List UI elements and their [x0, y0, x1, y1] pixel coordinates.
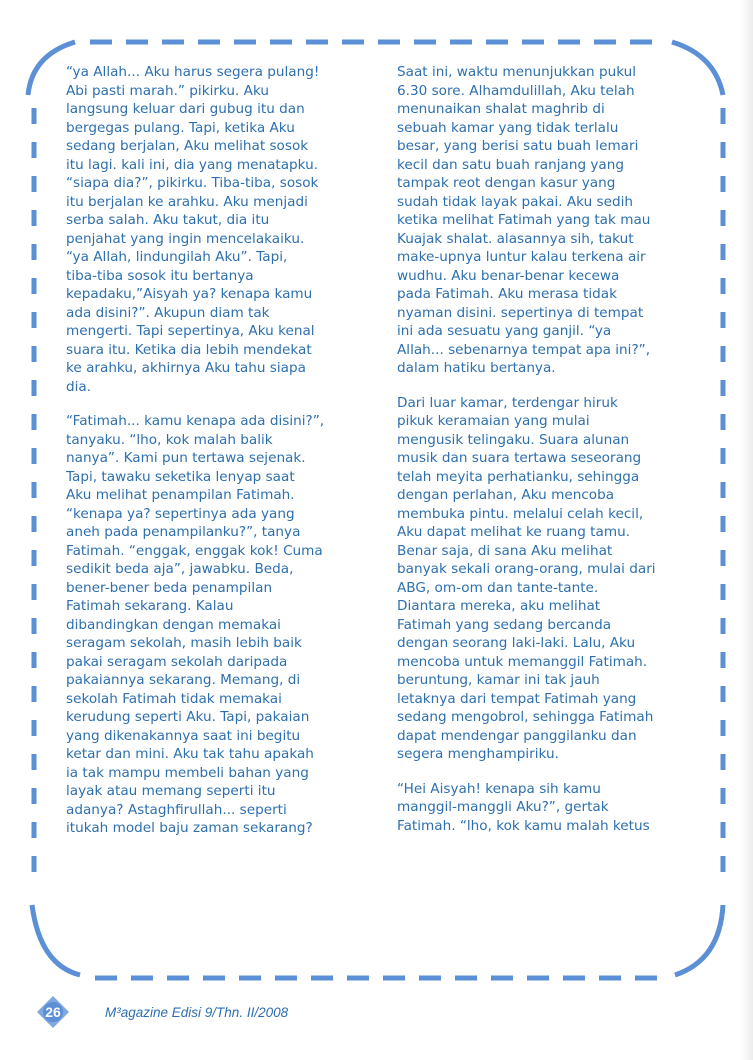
page-number: 26 [45, 1004, 61, 1020]
paragraph: “Fatimah... kamu kenapa ada disini?”, tanyaku. “lho, kok malah balik nanya”. Kami pun tertawa sejenak. Tapi, tawaku seketika lenyap saat Aku melihat penampilan Fatimah. “kenapa ya? sepertinya ada yang aneh pada penampilanku?”, tanya Fatimah. “enggak, enggak kok! Cuma sedikit beda aja”, jawabku. Beda, bener-bener beda penampilan Fatimah sekarang. Kalau dibandingkan dengan memakai seragam sekolah, masih lebih baik pakai seragam sekolah daripada pakaiannya sekarang. Memang, di sekolah Fatimah tidak memakai kerudung seperti Aku. Tapi, pakaian yang dikenakannya saat ini begitu ketar dan mini. Aku tak tahu apakah ia tak mampu membeli bahan yang layak atau memang seperti itu adanya? Astaghfirullah... seperti itukah model baju zaman sekarang? [66, 413, 325, 836]
page-binding-shadow [741, 0, 753, 1060]
article-left-column [66, 63, 366, 854]
magazine-credit: M³agazine Edisi 9/Thn. II/2008 [105, 1004, 289, 1020]
paragraph: Saat ini, waktu menunjukkan pukul 6.30 sore. Alhamdulillah, Aku telah menunaikan shalat maghrib di sebuah kamar yang tidak terlalu besar, yang berisi satu buah lemari kecil dan satu buah ranjang yang tampak reot dengan kasur yang sudah tidak layak pakai. Aku sedih ketika melihat Fatimah yang tak mau Kuajak shalat. alasannya sih, takut make-upnya luntur kalau terkena air wudhu. Aku benar-benar kecewa pada Fatimah. Aku merasa tidak nyaman disini. sepertinya di tempat ini ada sesuatu yang ganjil. “ya Allah... sebenarnya tempat apa ini?”, dalam hatiku bertanya. [397, 64, 651, 376]
paragraph: “Hei Aisyah! kenapa sih kamu manggil-manggli Aku?”, gertak Fatimah. “lho, kok kamu malah ketus [397, 780, 650, 834]
page-footer [36, 995, 288, 1029]
frame-bottom-right-corner [675, 905, 723, 975]
page-number-badge [36, 995, 70, 1029]
paragraph: Dari luar kamar, terdengar hiruk pikuk keramaian yang mulai mengusik telingaku. Suara alunan musik dan suara tertawa seseorang telah meyita perhatianku, sehingga dengan perlahan, Aku mencoba membuka pintu. melalui celah kecil, Aku dapat melihat ke ruang tamu. Benar saja, di sana Aku melihat banyak sekali orang-orang, mulai dari ABG, om-om dan tante-tante. Diantara mereka, aku melihat Fatimah yang sedang bercanda dengan seorang laki-laki. Lalu, Aku mencoba untuk memanggil Fatimah. beruntung, kamar ini tak jauh letaknya dari tempat Fatimah yang sedang mengobrol, sehingga Fatimah dapat mendengar panggilanku dan segera menghampiriku. [397, 394, 656, 762]
paragraph: “ya Allah... Aku harus segera pulang! Abi pasti marah.” pikirku. Aku langsung keluar dari gubug itu dan bergegas pulang. Tapi, ketika Aku sedang berjalan, Aku melihat sosok itu lagi. kali ini, dia yang menatapku. “siapa dia?”, pikirku. Tiba-tiba, sosok itu berjalan ke arahku. Aku menjadi serba salah. Aku takut, dia itu penjahat yang ingin mencelakaiku. “ya Allah, lindungilah Aku”. Tapi, tiba-tiba sosok itu bertanya kepadaku,”Aisyah ya? kenapa kamu ada disini?”. Akupun diam tak mengerti. Tapi sepertinya, Aku kenal suara itu. Ketika dia lebih mendekat ke arahku, akhirnya Aku tahu siapa dia. [66, 64, 320, 395]
article-right-column [397, 63, 697, 851]
frame-bottom-left-corner [32, 905, 80, 975]
